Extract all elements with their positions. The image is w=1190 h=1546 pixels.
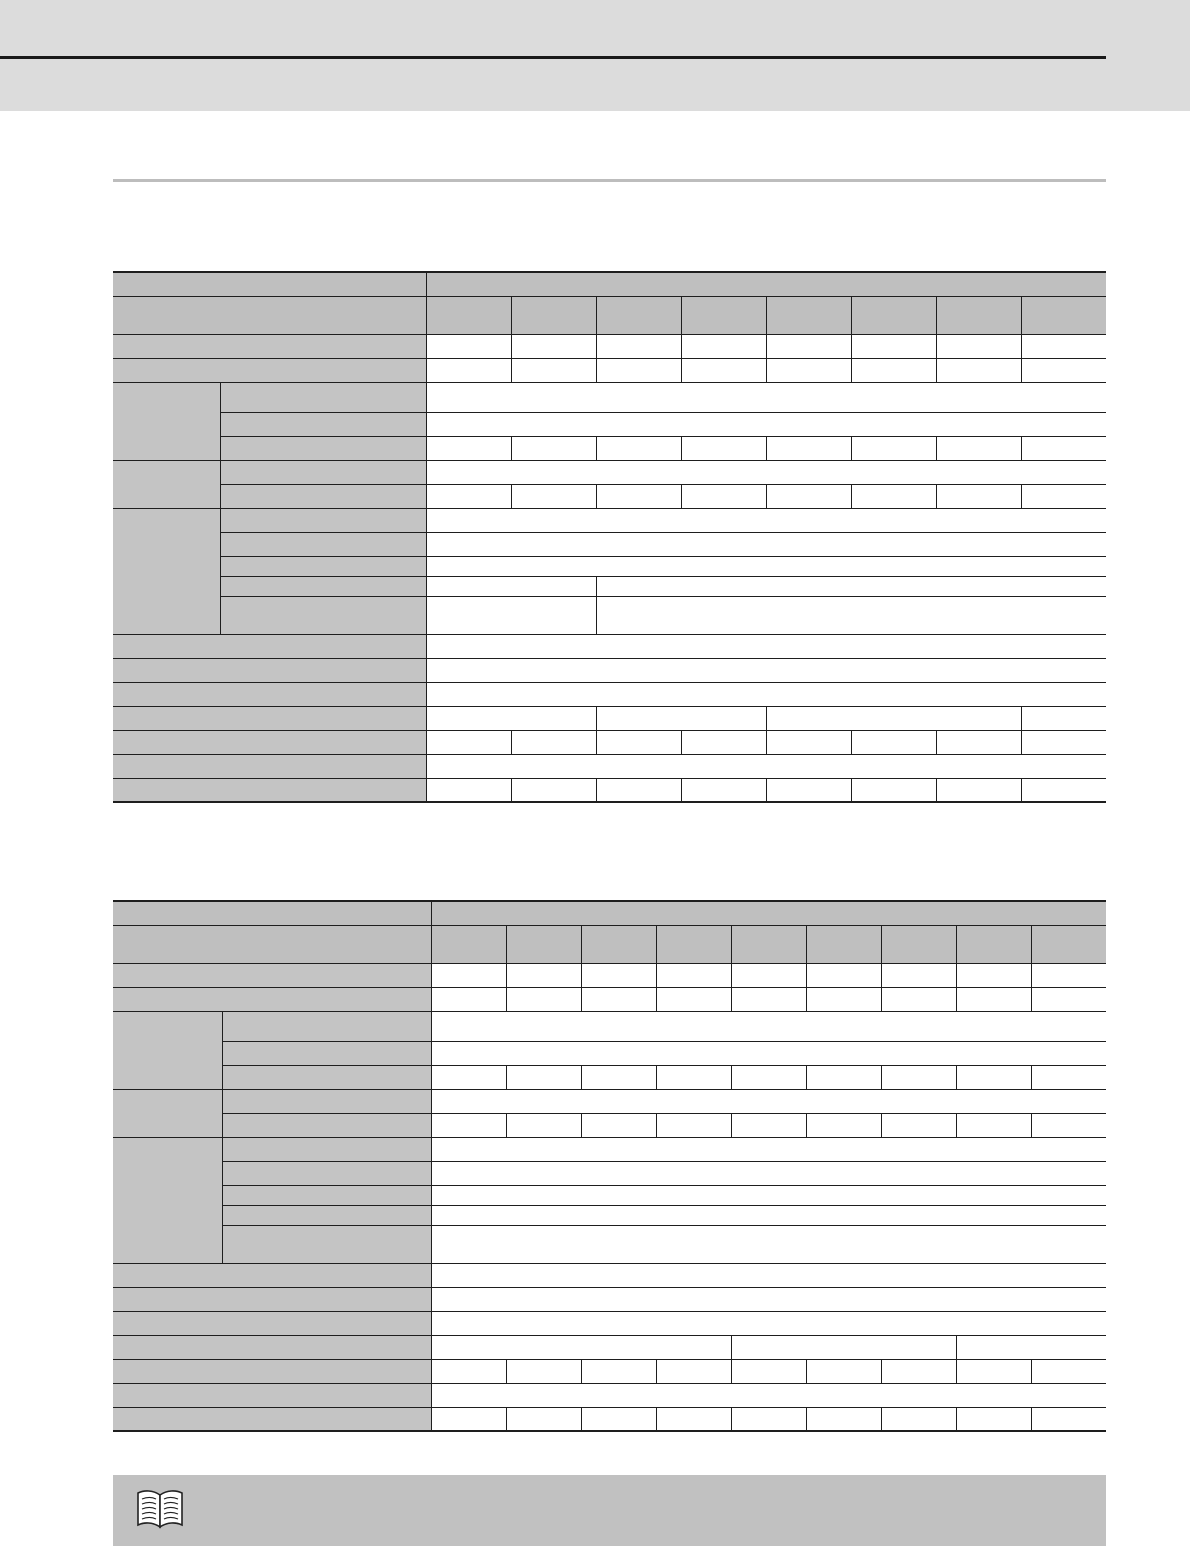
value-cell: [766, 730, 851, 754]
value-cell: [1021, 358, 1106, 382]
value-cell: [426, 382, 1106, 412]
value-cell: [766, 334, 851, 358]
row-label: [220, 508, 426, 532]
row-label: [113, 1383, 431, 1407]
value-cell: [506, 1359, 581, 1383]
value-cell: [681, 778, 766, 802]
model-header-cell: [581, 925, 656, 963]
row-label: [222, 1065, 431, 1089]
value-cell: [596, 484, 681, 508]
value-cell: [596, 576, 1106, 596]
value-cell: [1031, 963, 1106, 987]
value-cell: [881, 1113, 956, 1137]
value-cell: [1021, 730, 1106, 754]
value-cell: [511, 778, 596, 802]
model-header-cell: [806, 925, 881, 963]
value-cell: [431, 1041, 1106, 1065]
value-cell: [426, 754, 1106, 778]
value-cell: [881, 987, 956, 1011]
value-cell: [426, 682, 1106, 706]
value-cell: [1031, 1407, 1106, 1431]
row-label: [113, 634, 426, 658]
section-divider: [113, 179, 1106, 182]
model-header-cell: [656, 925, 731, 963]
value-cell: [426, 658, 1106, 682]
value-cell: [806, 987, 881, 1011]
item-header-cell: [113, 272, 426, 296]
group-label: [113, 1137, 222, 1263]
value-cell: [656, 1113, 731, 1137]
value-cell: [851, 358, 936, 382]
value-cell: [426, 508, 1106, 532]
value-cell: [596, 778, 681, 802]
row-label: [113, 1335, 431, 1359]
value-cell: [881, 1065, 956, 1089]
value-cell: [431, 1113, 506, 1137]
reference-note-box: [113, 1475, 1106, 1546]
value-cell: [431, 1011, 1106, 1041]
model-header-cell: [936, 296, 1021, 334]
value-cell: [766, 778, 851, 802]
value-cell: [806, 963, 881, 987]
value-cell: [1031, 1359, 1106, 1383]
value-cell: [581, 987, 656, 1011]
model-header-cell: [1031, 925, 1106, 963]
value-cell: [936, 484, 1021, 508]
value-cell: [596, 436, 681, 460]
value-cell: [426, 596, 596, 634]
row-label: [220, 576, 426, 596]
value-cell: [956, 1359, 1031, 1383]
value-cell: [511, 334, 596, 358]
value-cell: [596, 706, 766, 730]
row-label: [220, 532, 426, 556]
value-cell: [656, 987, 731, 1011]
value-cell: [731, 987, 806, 1011]
value-cell: [1021, 484, 1106, 508]
value-cell: [511, 436, 596, 460]
model-label-header-cell: [113, 296, 426, 334]
model-group-header-cell: [426, 272, 1106, 296]
value-cell: [426, 706, 596, 730]
spec-table-1: [113, 271, 1106, 803]
row-label: [113, 658, 426, 682]
value-cell: [426, 334, 511, 358]
value-cell: [851, 334, 936, 358]
row-label: [113, 963, 431, 987]
item-header-cell: [113, 901, 431, 925]
value-cell: [431, 1383, 1106, 1407]
value-cell: [656, 1359, 731, 1383]
value-cell: [1021, 778, 1106, 802]
model-header-cell: [881, 925, 956, 963]
value-cell: [731, 1407, 806, 1431]
value-cell: [851, 778, 936, 802]
value-cell: [431, 1311, 1106, 1335]
value-cell: [656, 1407, 731, 1431]
value-cell: [431, 1205, 1106, 1225]
value-cell: [881, 963, 956, 987]
value-cell: [581, 1407, 656, 1431]
row-label: [220, 556, 426, 576]
value-cell: [426, 532, 1106, 556]
model-header-cell: [731, 925, 806, 963]
value-cell: [766, 706, 1021, 730]
model-group-header-cell: [431, 901, 1106, 925]
value-cell: [936, 334, 1021, 358]
value-cell: [431, 1137, 1106, 1161]
model-header-cell: [426, 296, 511, 334]
value-cell: [431, 1225, 1106, 1263]
model-header-cell: [506, 925, 581, 963]
model-header-cell: [681, 296, 766, 334]
value-cell: [1031, 1113, 1106, 1137]
value-cell: [881, 1407, 956, 1431]
value-cell: [956, 1335, 1106, 1359]
header-rule: [0, 56, 1106, 59]
model-header-cell: [1021, 296, 1106, 334]
row-label: [113, 358, 426, 382]
value-cell: [581, 1359, 656, 1383]
row-label: [222, 1185, 431, 1205]
value-cell: [851, 436, 936, 460]
value-cell: [1031, 987, 1106, 1011]
value-cell: [766, 484, 851, 508]
open-book-icon: [135, 1487, 185, 1531]
value-cell: [681, 358, 766, 382]
value-cell: [731, 1113, 806, 1137]
value-cell: [426, 412, 1106, 436]
value-cell: [511, 730, 596, 754]
value-cell: [431, 1263, 1106, 1287]
value-cell: [506, 1065, 581, 1089]
value-cell: [681, 436, 766, 460]
model-header-cell: [956, 925, 1031, 963]
row-label: [220, 484, 426, 508]
value-cell: [431, 1161, 1106, 1185]
value-cell: [731, 1065, 806, 1089]
value-cell: [426, 778, 511, 802]
model-header-cell: [851, 296, 936, 334]
value-cell: [426, 730, 511, 754]
model-label-header-cell: [113, 925, 431, 963]
value-cell: [1021, 436, 1106, 460]
value-cell: [956, 1065, 1031, 1089]
value-cell: [431, 1407, 506, 1431]
value-cell: [581, 963, 656, 987]
value-cell: [851, 484, 936, 508]
model-header-cell: [511, 296, 596, 334]
value-cell: [806, 1407, 881, 1431]
value-cell: [596, 358, 681, 382]
value-cell: [956, 963, 1031, 987]
row-label: [113, 778, 426, 802]
value-cell: [426, 358, 511, 382]
value-cell: [936, 778, 1021, 802]
row-label: [222, 1089, 431, 1113]
row-label: [113, 1359, 431, 1383]
group-label: [113, 1089, 222, 1137]
value-cell: [731, 1359, 806, 1383]
value-cell: [766, 436, 851, 460]
row-label: [222, 1205, 431, 1225]
value-cell: [1021, 334, 1106, 358]
value-cell: [431, 1335, 731, 1359]
row-label: [113, 1407, 431, 1431]
value-cell: [506, 963, 581, 987]
value-cell: [806, 1065, 881, 1089]
value-cell: [506, 1407, 581, 1431]
value-cell: [851, 730, 936, 754]
value-cell: [936, 436, 1021, 460]
row-label: [113, 706, 426, 730]
value-cell: [431, 1065, 506, 1089]
value-cell: [426, 484, 511, 508]
row-label: [220, 460, 426, 484]
row-label: [113, 987, 431, 1011]
row-label: [113, 1263, 431, 1287]
group-label: [113, 1011, 222, 1089]
value-cell: [596, 596, 1106, 634]
group-label: [113, 460, 220, 508]
value-cell: [596, 334, 681, 358]
row-label: [222, 1011, 431, 1041]
model-header-cell: [431, 925, 506, 963]
row-label: [220, 596, 426, 634]
row-label: [222, 1137, 431, 1161]
model-header-cell: [596, 296, 681, 334]
spec-table-2: [113, 900, 1106, 1432]
value-cell: [656, 1065, 731, 1089]
value-cell: [426, 634, 1106, 658]
value-cell: [731, 1335, 956, 1359]
value-cell: [431, 963, 506, 987]
row-label: [113, 1287, 431, 1311]
row-label: [113, 730, 426, 754]
value-cell: [506, 987, 581, 1011]
value-cell: [431, 1185, 1106, 1205]
row-label: [220, 412, 426, 436]
value-cell: [656, 963, 731, 987]
row-label: [222, 1225, 431, 1263]
value-cell: [426, 556, 1106, 576]
value-cell: [581, 1065, 656, 1089]
model-header-cell: [766, 296, 851, 334]
row-label: [222, 1113, 431, 1137]
value-cell: [1031, 1065, 1106, 1089]
value-cell: [581, 1113, 656, 1137]
value-cell: [506, 1113, 581, 1137]
value-cell: [596, 730, 681, 754]
row-label: [220, 382, 426, 412]
row-label: [222, 1041, 431, 1065]
value-cell: [431, 987, 506, 1011]
value-cell: [681, 730, 766, 754]
group-label: [113, 382, 220, 460]
row-label: [113, 1311, 431, 1335]
value-cell: [1021, 706, 1106, 730]
value-cell: [956, 987, 1031, 1011]
value-cell: [426, 576, 596, 596]
value-cell: [511, 358, 596, 382]
value-cell: [806, 1113, 881, 1137]
value-cell: [681, 484, 766, 508]
value-cell: [956, 1407, 1031, 1431]
value-cell: [426, 460, 1106, 484]
row-label: [113, 682, 426, 706]
value-cell: [431, 1359, 506, 1383]
value-cell: [766, 358, 851, 382]
value-cell: [431, 1287, 1106, 1311]
value-cell: [936, 358, 1021, 382]
value-cell: [881, 1359, 956, 1383]
value-cell: [511, 484, 596, 508]
value-cell: [426, 436, 511, 460]
value-cell: [956, 1113, 1031, 1137]
value-cell: [806, 1359, 881, 1383]
row-label: [220, 436, 426, 460]
value-cell: [731, 963, 806, 987]
value-cell: [431, 1089, 1106, 1113]
group-label: [113, 508, 220, 634]
value-cell: [936, 730, 1021, 754]
row-label: [113, 754, 426, 778]
row-label: [113, 334, 426, 358]
value-cell: [681, 334, 766, 358]
row-label: [222, 1161, 431, 1185]
